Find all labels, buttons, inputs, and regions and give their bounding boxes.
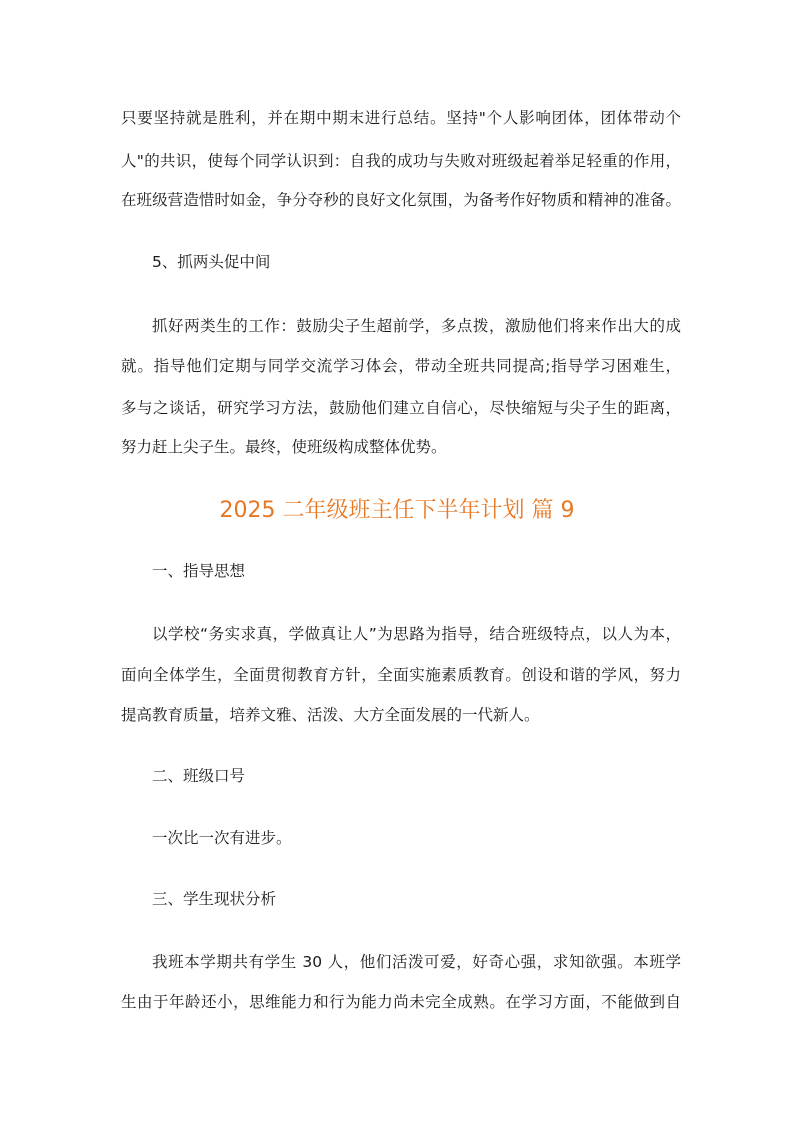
paragraph-line: 以学校“务实求真，学做真让人”为思路为指导，结合班级特点，以人为本， <box>152 625 681 643</box>
paragraph-line: 提高教育质量，培养文雅、活泼、大方全面发展的一代新人。 <box>121 706 540 724</box>
paragraph-line: 面向全体学生，全面贯彻教育方针，全面实施素质教育。创设和谐的学风，努力 <box>121 666 681 684</box>
section-heading: 一、指导思想 <box>152 562 246 580</box>
paragraph-line: 生由于年龄还小，思维能力和行为能力尚未完全成熟。在学习方面，不能做到自 <box>121 993 681 1011</box>
paragraph-line: 就。指导他们定期与同学交流学习体会，带动全班共同提高;指导学习困难生， <box>121 357 681 375</box>
paragraph-line: 抓好两类生的工作：鼓励尖子生超前学，多点拨，激励他们将来作出大的成 <box>152 317 681 335</box>
paragraph-line: 一次比一次有进步。 <box>152 829 292 847</box>
paragraph-line: 我班本学期共有学生 30 人，他们活泼可爱，好奇心强，求知欲强。本班学 <box>152 953 681 971</box>
section-heading: 5、抓两头促中间 <box>152 253 271 271</box>
article-title: 2025 二年级班主任下半年计划 篇 9 <box>219 498 575 523</box>
paragraph-line: 只要坚持就是胜利，并在期中期末进行总结。坚持"个人影响团体，团体带动个 <box>121 109 681 127</box>
paragraph-line: 在班级营造惜时如金，争分夺秒的良好文化氛围，为备考作好物质和精神的准备。 <box>121 191 681 209</box>
paragraph-line: 多与之谈话，研究学习方法，鼓励他们建立自信心，尽快缩短与尖子生的距离， <box>121 399 681 417</box>
paragraph-line: 努力赶上尖子生。最终，使班级构成整体优势。 <box>121 438 447 456</box>
section-heading: 二、班级口号 <box>152 767 246 785</box>
paragraph-line: 人"的共识，使每个同学认识到：自我的成功与失败对班级起着举足轻重的作用， <box>121 152 681 170</box>
section-heading: 三、学生现状分析 <box>152 890 277 908</box>
